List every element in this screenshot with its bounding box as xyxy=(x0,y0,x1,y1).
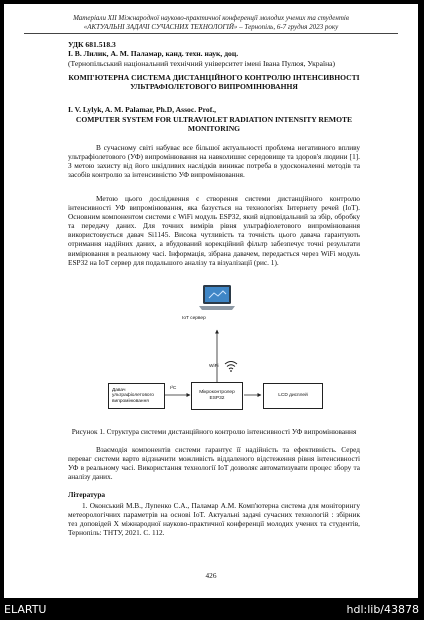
system-structure-diagram xyxy=(94,282,354,420)
wifi-label: WiFi xyxy=(209,364,219,369)
lcd-display-block xyxy=(263,383,323,409)
title-uk: КОМП'ЮТЕРНА СИСТЕМА ДИСТАНЦІЙНОГО КОНТРОЛЮ ІНТЕНСИВНОСТІ УЛЬТРАФІОЛЕТОВОГО ВИПРОМІНЮВАННЯ xyxy=(68,73,360,91)
mcu-label: Мікроконтролер ESP32 xyxy=(199,390,235,401)
paragraph-2: Метою цього дослідження є створення системи дистанційного контролю інтенсивності УФ випромінювання, яка базується на технологіях Інтернету речей (IoT). Основним компонентом системи є WiFi модуль ESP32, який відповідальний за збір, обробку та передачу даних. Для точних вимірів рівня ультрафіолетового випромінювання використовується давач Si1145. Висока чутливість та точність цього давача гарантують отримання надійних даних, а вбудований корекційний фільтр забезпечує точні результати вимірювання в реальному часі. Інформація, зібрана давачем, передається через WiFi модуль ESP32 на IoT сервер для подальшого аналізу та візуалізації (рис. 1). xyxy=(68,194,360,267)
figure-caption: Рисунок 1. Структура системи дистанційного контролю інтенсивності УФ випромінювання xyxy=(71,427,357,436)
uv-sensor-block xyxy=(108,383,165,409)
paragraph-1: В сучасному світі набуває все більшої актуальності проблема негативного впливу ультрафіолетового (УФ) випромінювання на навколишнє середовище та здоров'я людини [1]. З метою захисту від його шкідливих наслідків виникає потреба в удосконаленні методів та засобів контролю за інтенсивністю УФ випромінювання. xyxy=(68,143,360,180)
server-label: IoT сервер xyxy=(182,316,206,321)
literature-heading: Література xyxy=(68,490,106,499)
laptop-icon xyxy=(197,284,237,314)
footer-left: ELARTU xyxy=(4,603,47,616)
running-header-line2: «АКТУАЛЬНІ ЗАДАЧІ СУЧАСНИХ ТЕХНОЛОГІЙ» – Тернопіль, 6-7 грудня 2023 року xyxy=(83,22,339,31)
page-number: 426 xyxy=(205,571,217,580)
esp32-mcu-block xyxy=(191,382,243,410)
footer-right: hdl:lib/43878 xyxy=(346,603,419,616)
reference-item: 1. Оконський М.В., Лупенко С.А., Паламар А.М. Комп'ютерна система для моніторингу метеорологічних параметрів на основі IoT. Актуальні задачі сучасних технологій : збірник тез доповідей X міжнародної науково-практичної конференції молодих учених та студентів, Тернопіль: ТНТУ, 2021. С. 112. xyxy=(68,501,360,538)
uv-sensor-label: Давач ультрафіолетового випромінювання xyxy=(112,387,154,404)
paragraph-3: Взаємодія компонентів системи гарантує її надійність та ефективність. Серед переваг системи варто відзначити можливість віддаленого відстеження рівня інтенсивності УФ в реальному часі. Використання технології IoT дозволяє автоматизувати процес збору та аналізу даних. xyxy=(68,445,360,482)
header-rule xyxy=(24,33,398,34)
document-page xyxy=(4,4,418,598)
wifi-icon xyxy=(224,360,238,372)
affiliation: (Тернопільський національний технічний університет імені Івана Пулюя, Україна) xyxy=(68,59,336,68)
authors-uk: І. В. Лилик, А. М. Паламар, канд. техн. наук, доц. xyxy=(68,49,239,58)
running-header-line1: Матеріали XII Міжнародної науково-практичної конференції молодих учених та студентів xyxy=(73,14,349,22)
udc-code: УДК 681.518.3 xyxy=(68,40,116,49)
i2c-bus-label: I²C xyxy=(170,386,177,391)
lcd-label: LCD дисплей xyxy=(278,393,308,399)
title-en: COMPUTER SYSTEM FOR ULTRAVIOLET RADIATION INTENSITY REMOTE MONITORING xyxy=(75,115,353,133)
authors-en: I. V. Lylyk, A. M. Palamar, Ph.D, Assoc. Prof., xyxy=(68,105,217,114)
